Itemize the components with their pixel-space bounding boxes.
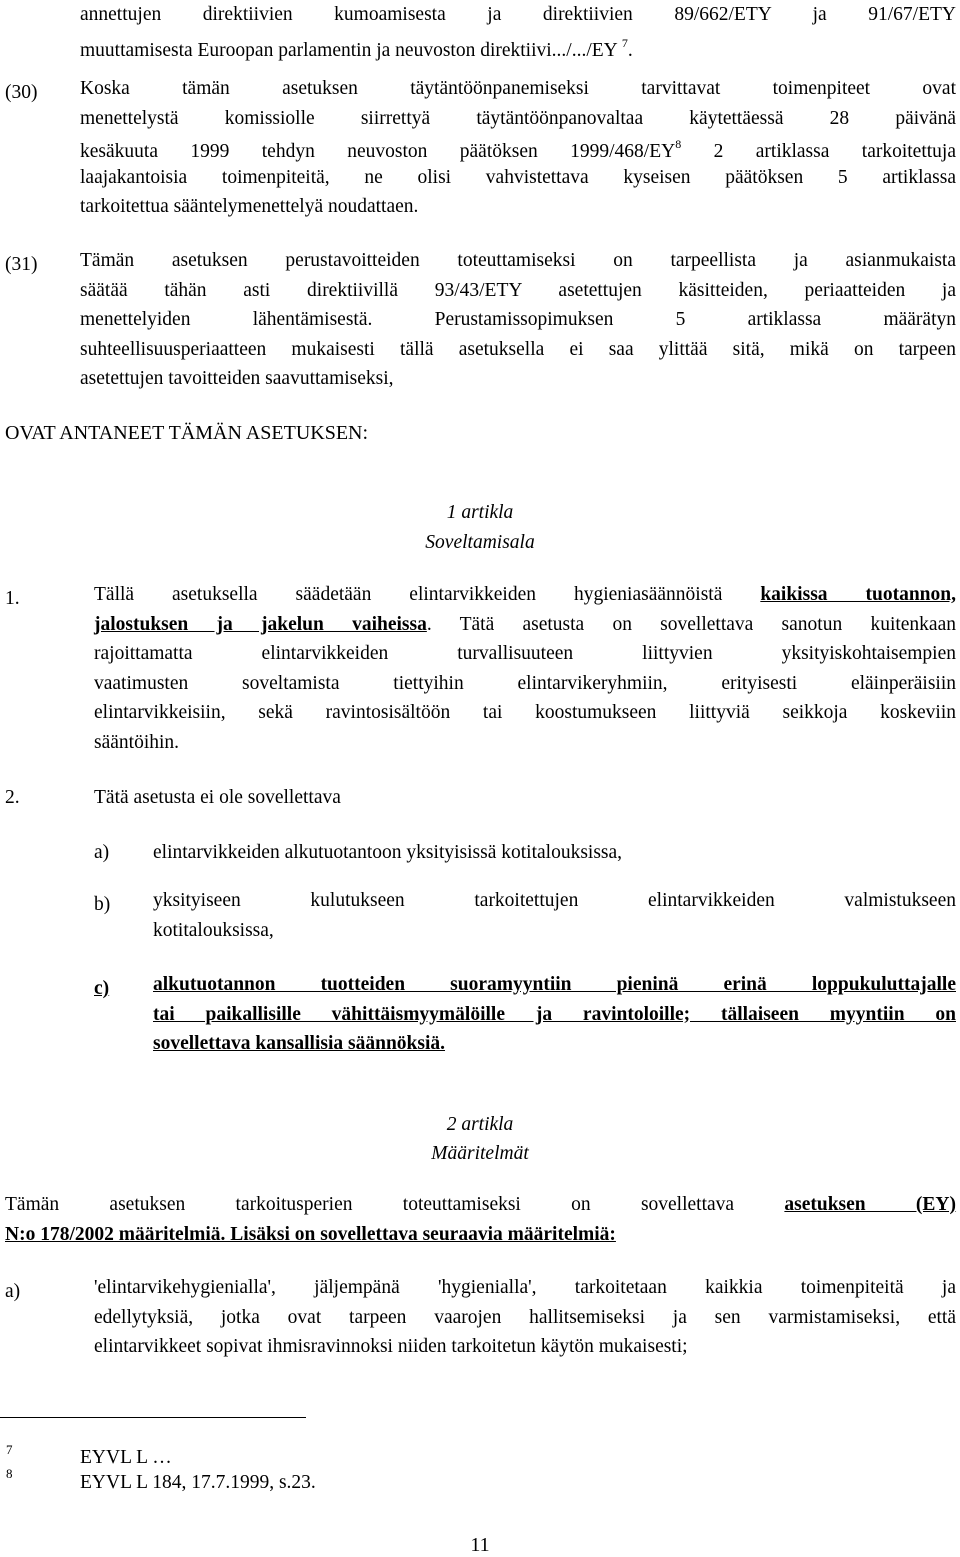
article-1-section-1-number: 1.: [5, 588, 20, 609]
footnote-separator: [0, 1417, 306, 1418]
enacting-formula: OVAT ANTANEET TÄMÄN ASETUKSEN:: [5, 422, 369, 444]
list-item-c-line: tai paikallisille vähittäismyymälöille ja ravintoloille; tällaiseen myyntiin on: [153, 1003, 956, 1025]
section-1-line: vaatimusten soveltamista tiettyihin elintarvikeryhmiin, erityisesti eläinperäisiin: [94, 672, 956, 694]
list-item-b-label: b): [94, 894, 111, 915]
article-2-intro-line: N:o 178/2002 määritelmiä. Lisäksi on sovellettava seuraavia määritelmiä:: [5, 1223, 616, 1245]
footnote-ref-7: 7: [621, 36, 628, 50]
definition-a-text: [94, 1277, 956, 1366]
list-item-a-text: elintarvikkeiden alkutuotantoon yksityisissä kotitalouksissa,: [153, 842, 623, 863]
recital-31-line: asetettujen tavoitteiden saavuttamiseksi,: [80, 368, 394, 389]
recital-30-line: kesäkuuta 1999 tehdyn neuvoston päätöksen $1999/468/EY^8$ 2 artiklassa tarkoitettuja: [80, 137, 956, 162]
list-item-c-line: sovellettava kansallisia säännöksiä.: [153, 1033, 446, 1054]
article-1-section-1-text: [94, 584, 956, 761]
page-number: 11: [470, 1534, 490, 1556]
recital-30-text: [80, 78, 956, 226]
recital-31-line: säätää tähän asti direktiivillä 93/43/ETY asetettujen käsitteiden, periaatteiden ja: [80, 279, 956, 301]
recital-30-line: Koska tämän asetuksen täytäntöönpanemiseksi tarvittavat toimenpiteet ovat: [80, 78, 956, 99]
recital-31-line: menettelyiden lähentämisestä. Perustamissopimuksen 5 artiklassa määrätyn: [80, 309, 956, 330]
recital-31-line: Tämän asetuksen perustavoitteiden toteuttamiseksi on tarpeellista ja asianmukaista: [80, 250, 956, 271]
section-1-line: elintarvikkeisiin, sekä ravintosisältöön tai koostumukseen liittyviä seikkoja koskeviin: [94, 702, 956, 723]
recital-30-line: laajakantoisia toimenpiteitä, ne olisi vahvistettava kyseisen päätöksen 5 artiklassa: [80, 166, 956, 188]
footnote-7-text: EYVL L …: [80, 1447, 172, 1468]
article-2-heading: 2 artikla: [446, 1114, 514, 1135]
definition-a-line: elintarvikkeet sopivat ihmisravinnoksi niiden tarkoitetun käytön mukaisesti;: [94, 1336, 688, 1357]
article-1-heading: 1 artikla: [446, 502, 514, 523]
article-1-title: Soveltamisala: [425, 532, 535, 553]
list-item-c-line: alkutuotannon tuotteiden suoramyyntiin pieninä erinä loppukuluttajalle: [153, 974, 956, 995]
article-2-title: Määritelmät: [431, 1143, 529, 1164]
footnote-7-number: 7: [6, 1442, 13, 1457]
section-1-line: rajoittamatta elintarvikkeiden turvallisuuteen liittyvien yksityiskohtaisempien: [94, 643, 956, 664]
article-1-section-2-number: 2.: [5, 787, 20, 808]
section-1-line: sääntöihin.: [94, 731, 180, 753]
list-item-c-text: [153, 974, 956, 1063]
list-item-b-line: kotitalouksissa,: [153, 919, 274, 941]
emphasis-amendment: jalostuksen ja jakelun vaiheissa: [94, 613, 427, 635]
definition-a-label: a): [5, 1281, 21, 1302]
emphasis-amendment: asetuksen (EY): [784, 1194, 957, 1215]
article-2-intro-line: Tämän asetuksen tarkoitusperien toteuttamiseksi on sovellettava asetuksen (EY): [5, 1194, 957, 1215]
article-2-intro: [5, 1194, 956, 1253]
footnote-ref-8: 8: [675, 137, 682, 151]
recital-31-number: (31): [5, 254, 38, 275]
recital-31-line: suhteellisuusperiaatteen mukaisesti tällä asetuksella ei saa ylittää sitä, mikä on tarpeen: [80, 338, 956, 360]
section-1-line: jalostuksen ja jakelun vaiheissa. Tätä asetusta on sovellettava sanotun kuitenkaan: [94, 613, 956, 635]
article-1-section-2-intro: Tätä asetusta ei ole sovellettava: [94, 787, 341, 808]
footnote-8-number: 8: [6, 1466, 13, 1481]
list-item-b-text: [153, 890, 956, 949]
list-item-c-label: c): [94, 978, 110, 999]
intro-line-1: annettujen direktiivien kumoamisesta ja direktiivien 89/662/ETY ja 91/67/ETY: [80, 4, 956, 25]
recital-30-line: menettelystä komissiolle siirrettyä täytäntöönpanovaltaa käytettäessä 28 päivänä: [80, 107, 956, 129]
footnote-8-text: EYVL L 184, 17.7.1999, s.23.: [80, 1472, 316, 1493]
intro-line-2: muuttamisesta Euroopan parlamentin ja neuvoston direktiivi.../.../EY $^7$.: [80, 36, 633, 61]
list-item-b-line: yksityiseen kulutukseen tarkoitettujen elintarvikkeiden valmistukseen: [153, 890, 956, 911]
definition-a-line: 'elintarvikehygienialla', jäljempänä 'hygienialla', tarkoitetaan kaikkia toimenpiteitä ja: [94, 1277, 956, 1298]
recital-30-line: tarkoitettua sääntelymenettelyä noudattaen.: [80, 196, 419, 217]
recital-31-text: [80, 250, 956, 398]
definition-a-line: edellytyksiä, jotka ovat tarpeen vaarojen hallitsemiseksi ja sen varmistamiseksi, että: [94, 1306, 956, 1328]
list-item-a-label: a): [94, 842, 110, 863]
emphasis-amendment: kaikissa tuotannon,: [760, 584, 956, 605]
section-1-line: Tällä asetuksella säädetään elintarvikkeiden hygieniasäännöistä kaikissa tuotannon,: [94, 584, 956, 605]
recital-30-number: (30): [5, 82, 38, 103]
